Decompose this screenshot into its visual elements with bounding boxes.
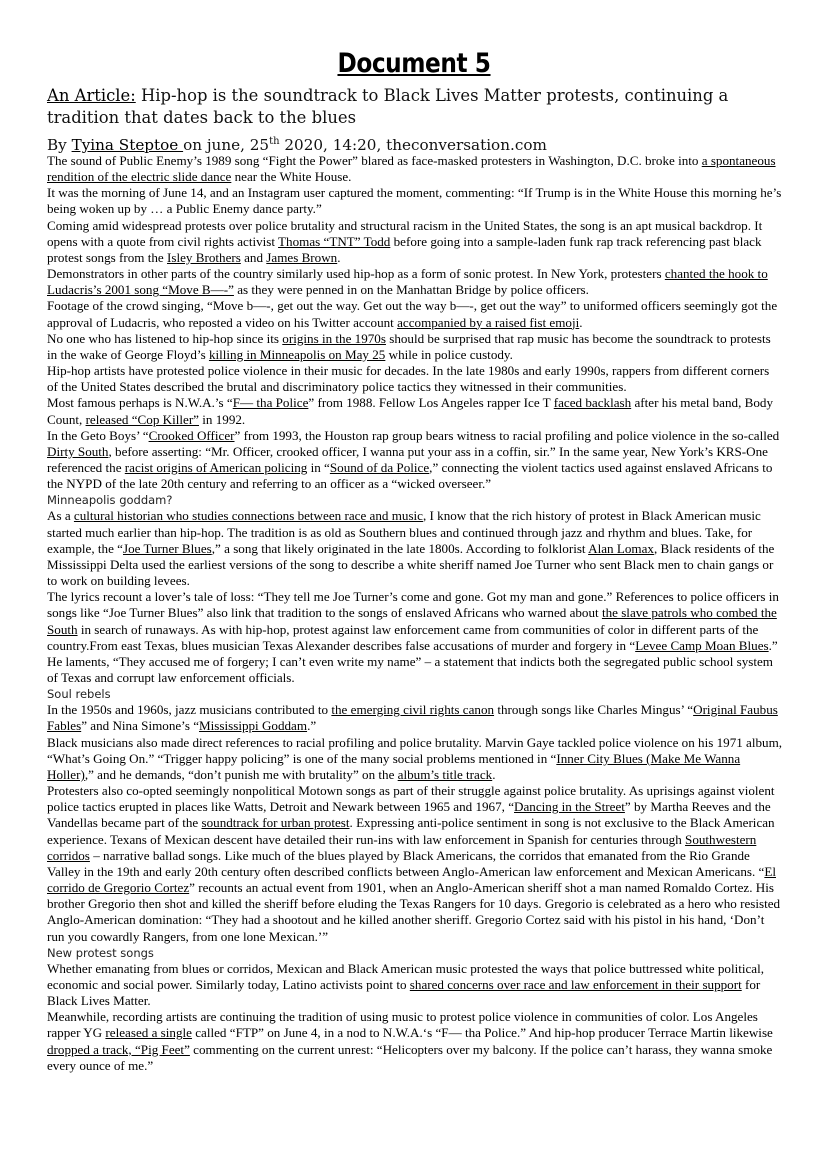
- link[interactable]: soundtrack for urban protest: [201, 815, 350, 831]
- link[interactable]: Levee Camp Moan Blues: [635, 637, 769, 653]
- link[interactable]: Joe Turner Blues: [122, 540, 212, 556]
- byline-date-suffix: th: [269, 136, 280, 147]
- section-heading: Soul rebels: [47, 687, 111, 702]
- section-heading: New protest songs: [47, 945, 154, 960]
- article-headline: [47, 85, 787, 129]
- paragraph: Whether emanating from blues or corridos, Mexican and Black American music protested the ways that police buttressed white political, economic and social power. Similarly today, Latino activists point to shared concerns over race and law enforcement in their support for Black Lives Matter.: [47, 960, 765, 1009]
- link[interactable]: faced backlash: [553, 395, 632, 411]
- link[interactable]: album’s title track: [397, 766, 493, 782]
- paragraph: No one who has listened to hip-hop since its origins in the 1970s should be surprised that rap music has become the soundtrack to protests in the wake of George Floyd’s killing in Minneapolis on May 25 while in police custody.: [47, 330, 771, 362]
- paragraph: As a cultural historian who studies connections between race and music, I know that the rich history of protest in Black American music started much earlier than hip-hop. The tradition is as old as Southern blues and continued through jazz and rhythm and blues. Take, for example, the “Joe Turner Blues,” a song that likely originated in the late 1800s. According to folklorist Alan Lomax, Black residents of the Mississippi Delta used the earliest versions of the song to describe a white sheriff named Joe Turner who sent Black men to chain gangs or to work on building levees.: [47, 508, 775, 589]
- link[interactable]: Alan Lomax: [588, 540, 654, 556]
- paragraph: Most famous perhaps is N.W.A.’s “F— tha Police” from 1988. Fellow Los Angeles rapper Ice T faced backlash after his metal band, Body Count, released “Cop Killer” in 1992.: [47, 395, 773, 427]
- paragraph: It was the morning of June 14, and an Instagram user captured the moment, commenting: “If Trump is in the White House this morning he’s being woken up by … a Public Enemy dance party.”: [47, 185, 782, 217]
- paragraph: The lyrics recount a lover’s tale of loss: “They tell me Joe Turner’s come and gone. Got my man and gone.” References to police officers in songs like “Joe Turner Blues” also link that tradition to the songs of enslaved Africans who warned about the slave patrols who combed the South in search of runaways. As with hip-hop, protest against law enforcement came from communities of color in different parts of the country.From east Texas, blues musician Texas Alexander describes false accusations of murder and forgery in “Levee Camp Moan Blues.” He laments, “They accused me of forgery; I can’t even write my name” – a statement that indicts both the segregated public school system of Texas and corrupt law enforcement officials.: [47, 589, 779, 685]
- byline-date: on june, 25: [183, 136, 270, 155]
- link[interactable]: Southwestern corridos: [47, 831, 757, 863]
- headline-text: Hip-hop is the soundtrack to Black Lives Matter protests, continuing a tradition that dates back to the blues: [47, 86, 729, 127]
- link[interactable]: Thomas “TNT” Todd: [278, 233, 391, 249]
- link[interactable]: F— tha Police: [232, 395, 309, 411]
- paragraph: In the Geto Boys’ “Crooked Officer” from 1993, the Houston rap group bears witness to racial profiling and police violence in the so-called Dirty South, before asserting: “Mr. Officer, crooked officer, I wanna put your ass in a coffin, sir.” In the same year, New York’s KRS-One referenced the racist origins of American policing in “Sound of da Police,” connecting the violent tactics used against enslaved Africans to the NYPD of the late 20th century and referring to an officer as a “wicked overseer.”: [47, 427, 780, 492]
- link[interactable]: cultural historian who studies connections between race and music: [73, 508, 423, 524]
- link[interactable]: the emerging civil rights canon: [331, 702, 495, 718]
- author-link[interactable]: Tyina Steptoe: [71, 136, 184, 155]
- paragraph: Meanwhile, recording artists are continuing the tradition of using music to protest police violence in communities of color. Los Angeles rapper YG released a single called “FTP” on June 4, in a nod to N.W.A.‘s “F— tha Police.” And hip-hop producer Terrace Martin likewise dropped a track, “Pig Feet” commenting on the current unrest: “Helicopters over my balcony. If the police can’t harass, they wanna smoke every ounce of me.”: [47, 1009, 773, 1073]
- link[interactable]: Inner City Blues (Make Me Wanna Holler): [47, 750, 741, 782]
- paragraph: Protesters also co-opted seemingly nonpolitical Motown songs as part of their struggle against police brutality. As uprisings against violent police tactics erupted in places like Watts, Detroit and Newark between 1965 and 1967, “Dancing in the Street” by Martha Reeves and the Vandellas became part of the soundtrack for urban protest. Expressing anti-police sentiment in song is not exclusive to the Black American experience. Texans of Mexican descent have detailed their run-ins with law enforcement in Spanish for centuries through Southwestern corridos – narrative ballad songs. Like much of the blues played by Black Americans, the corridos that emanated from the Rio Grande Valley in the 19th and early 20th century often described conflicts between Anglo-American law enforcement and Mexican Americans. “El corrido de Gregorio Cortez” recounts an actual event from 1901, when an Anglo-American sheriff shot a man named Romaldo Cortez. His brother Gregorio then shot and killed the sheriff before eluding the Texas Rangers for 10 days. Gregorio is celebrated as a hero who resisted Anglo-American domination: “They had a shootout and he killed another sheriff. Gregorio Cortez said with his pistol in his hand, ‘Don’t run you cowardly Rangers, from one lone Mexican.’”: [47, 783, 781, 944]
- paragraph: In the 1950s and 1960s, jazz musicians contributed to the emerging civil rights canon through songs like Charles Mingus’ “Original Faubus Fables” and Nina Simone’s “Mississippi Goddam.”: [47, 702, 778, 734]
- paragraph: The sound of Public Enemy’s 1989 song “Fight the Power” blared as face-masked protesters in Washington, D.C. broke into a spontaneous rendition of the electric slide dance near the White House.: [47, 153, 776, 185]
- article-body: [47, 153, 783, 1074]
- link[interactable]: shared concerns over race and law enforcement in their support: [409, 976, 742, 992]
- link[interactable]: Isley Brothers: [167, 249, 241, 265]
- link[interactable]: chanted the hook to Ludacris’s 2001 song “Move B—-”: [47, 266, 768, 298]
- link[interactable]: racist origins of American policing: [124, 459, 308, 475]
- link[interactable]: killing in Minneapolis on May 25: [208, 346, 386, 362]
- section-heading: Minneapolis goddam?: [47, 493, 173, 508]
- link[interactable]: Sound of da Police: [329, 459, 430, 475]
- link[interactable]: Mississippi Goddam: [199, 718, 308, 734]
- paragraph: Footage of the crowd singing, “Move b—-, get out the way. Get out the way b—-, get out the way” to uniformed officers seemingly got the approval of Ludacris, who reposted a video on his Twitter account accompanied by a raised fist emoji.: [47, 298, 778, 330]
- link[interactable]: origins in the 1970s: [282, 330, 386, 346]
- byline: [47, 132, 807, 155]
- link[interactable]: a spontaneous rendition of the electric slide dance: [47, 153, 776, 185]
- link[interactable]: dropped a track, “Pig Feet”: [47, 1041, 190, 1057]
- link[interactable]: Crooked Officer: [148, 427, 235, 443]
- link[interactable]: the slave patrols who combed the South: [47, 605, 777, 637]
- link[interactable]: Original Faubus Fables: [47, 702, 778, 734]
- paragraph: Black musicians also made direct references to racial profiling and police brutality. Marvin Gaye tackled police violence on his 1971 album, “What’s Going On.” “Trigger happy policing” is one of the many social problems mentioned in “Inner City Blues (Make Me Wanna Holler),” and he demands, “don’t punish me with brutality” on the album’s title track.: [47, 734, 783, 782]
- link[interactable]: El corrido de Gregorio Cortez: [47, 863, 776, 896]
- link[interactable]: Dancing in the Street: [514, 799, 625, 815]
- document-title: Document 5: [337, 48, 491, 79]
- byline-prefix: By: [47, 136, 72, 155]
- paragraph: Demonstrators in other parts of the country similarly used hip-hop as a form of sonic protest. In New York, protesters chanted the hook to Ludacris’s 2001 song “Move B—-” as they were penned in on the Manhattan Bridge by police officers.: [47, 266, 768, 298]
- link[interactable]: released “Cop Killer”: [85, 411, 199, 427]
- link[interactable]: James Brown: [266, 249, 338, 265]
- article-label: An Article:: [47, 86, 136, 105]
- link[interactable]: released a single: [105, 1025, 192, 1041]
- link[interactable]: Dirty South: [47, 443, 109, 459]
- byline-source: 2020, 14:20, theconversation.com: [279, 136, 547, 155]
- paragraph: Hip-hop artists have protested police violence in their music for decades. In the late 1980s and early 1990s, rappers from different corners of the United States described the brutal and discriminatory police tactics they witnessed in their communities.: [47, 363, 770, 395]
- paragraph: Coming amid widespread protests over police brutality and structural racism in the United States, the song is an apt musical backdrop. It opens with a quote from civil rights activist Thomas “TNT” Todd before going into a sample-laden funk rap track referencing past black protest songs from the Isley Brothers and James Brown.: [47, 217, 763, 265]
- link[interactable]: accompanied by a raised fist emoji: [397, 314, 580, 330]
